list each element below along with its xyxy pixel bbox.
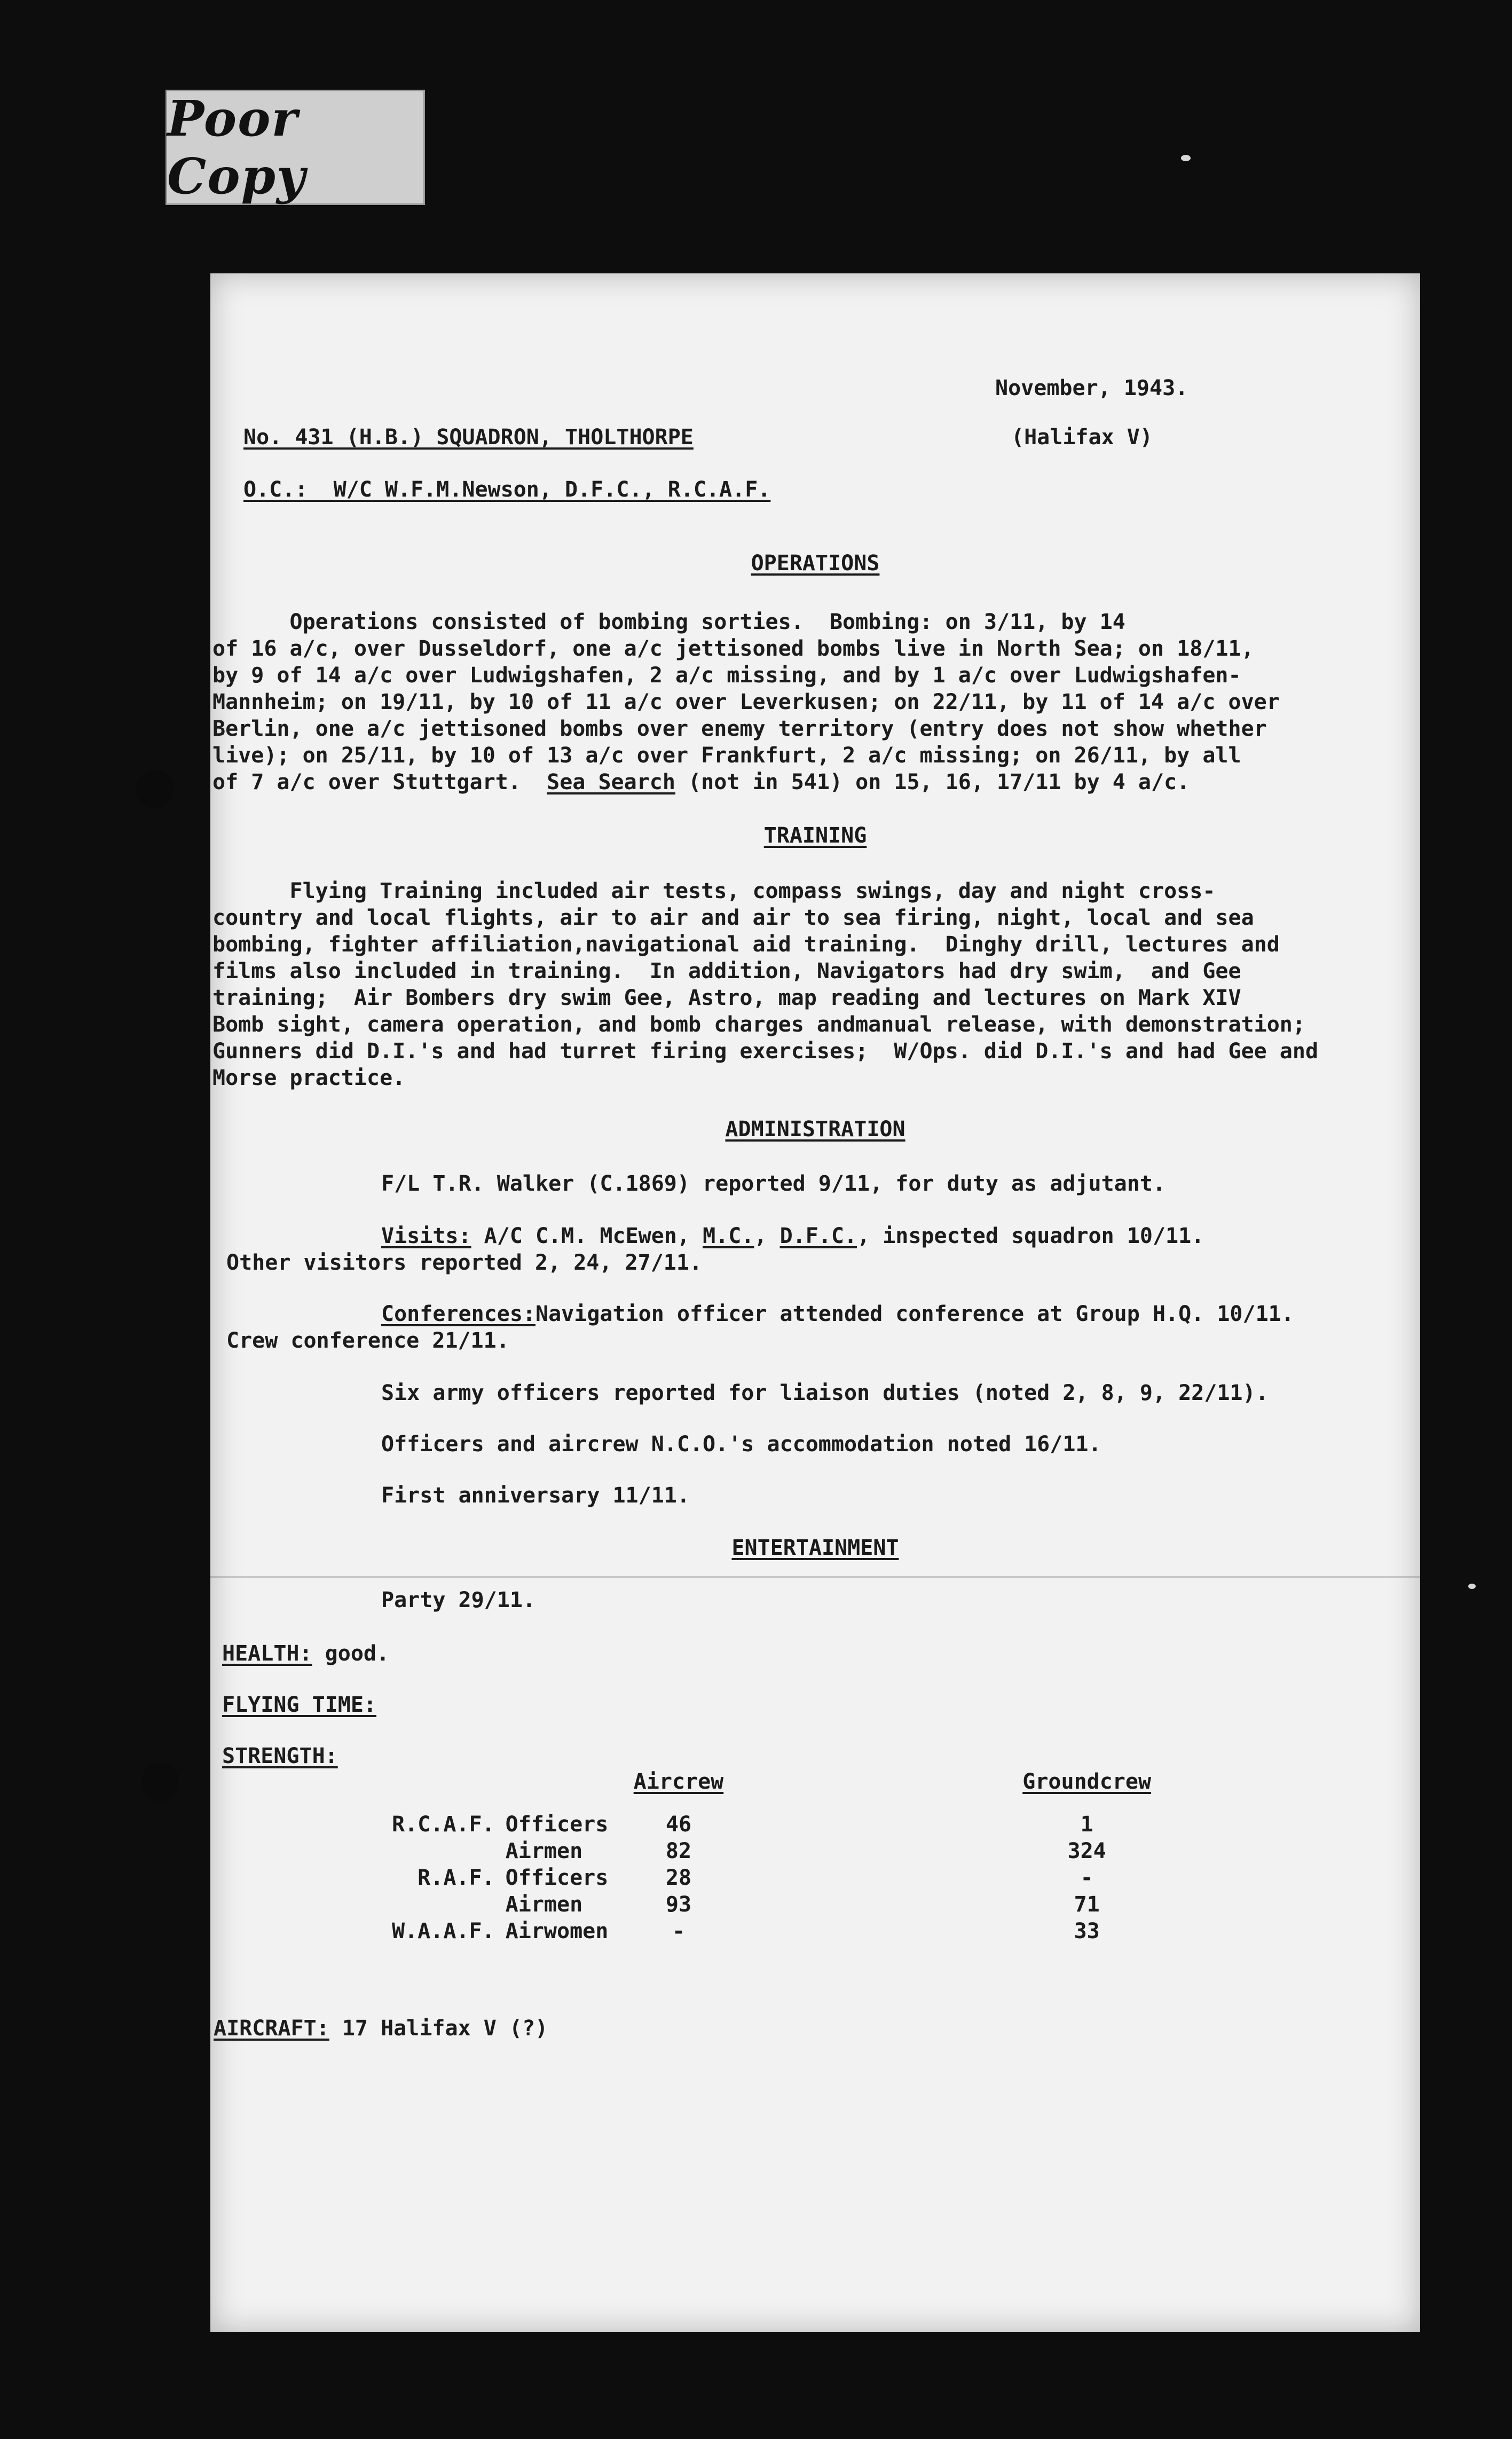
officer-commanding: O.C.: W/C W.F.M.Newson, D.F.C., R.C.A.F. [243, 477, 771, 502]
aircrew-header: Aircrew [633, 1769, 724, 1794]
aircraft-type: (Halifax V) [1011, 425, 1153, 450]
page-fold-line [210, 1576, 1420, 1578]
health-entry: HEALTH: good. [222, 1641, 390, 1666]
strength-row: Airmen 82 324 [505, 1839, 1106, 1863]
poor-copy-text: Poor Copy [167, 90, 306, 205]
training-line: Bomb sight, camera operation, and bomb charges andmanual release, with demonstration; [212, 1012, 1305, 1037]
operations-line: Mannheim; on 19/11, by 10 of 11 a/c over Leverkusen; on 22/11, by 11 of 14 a/c over [212, 690, 1280, 714]
anniversary-entry: First anniversary 11/11. [381, 1483, 690, 1508]
visits-label: Visits: [381, 1224, 471, 1248]
training-line: Gunners did D.I.'s and had turret firing exercises; W/Ops. did D.I.'s and had Gee and [212, 1039, 1319, 1064]
army-officers-entry: Six army officers reported for liaison duties (noted 2, 8, 9, 22/11). [381, 1381, 1269, 1405]
entertainment-heading: ENTERTAINMENT [731, 1536, 899, 1560]
aircraft-entry: AIRCRAFT: 17 Halifax V (?) [214, 2016, 548, 2041]
flying-time-label: FLYING TIME: [222, 1693, 376, 1717]
strength-header-row [387, 1768, 1156, 1795]
training-line: Morse practice. [212, 1066, 406, 1090]
strength-row: R.A.F. Officers 28 - [418, 1866, 1093, 1890]
training-line: films also included in training. In addition, Navigators had dry swim, and Gee [212, 959, 1241, 984]
training-line: bombing, fighter affiliation,navigational aid training. Dinghy drill, lectures and [212, 932, 1280, 957]
punch-hole-bottom [141, 1763, 179, 1801]
crew-conference: Crew conference 21/11. [226, 1328, 509, 1353]
conferences-label: Conferences: [381, 1302, 536, 1326]
strength-row: W.A.A.F. Airwomen - 33 [392, 1919, 1100, 1944]
strength-label: STRENGTH: [222, 1744, 338, 1768]
training-line: country and local flights, air to air and air to sea firing, night, local and sea [212, 906, 1254, 930]
document-sheet [210, 273, 1420, 2332]
sea-search-label: Sea Search [547, 770, 675, 794]
operations-line-last: of 7 a/c over Stuttgart. Sea Search (not in 541) on 15, 16, 17/11 by 4 a/c. [212, 770, 1190, 794]
operations-line: Berlin, one a/c jettisoned bombs over enemy territory (entry does not show whether [212, 717, 1267, 741]
operations-line: of 16 a/c, over Dusseldorf, one a/c jettisoned bombs live in North Sea; on 18/11, [212, 636, 1254, 661]
operations-line: Operations consisted of bombing sorties. Bombing: on 3/11, by 14 [212, 610, 1125, 634]
conferences-entry: Conferences:Navigation officer attended conference at Group H.Q. 10/11. [381, 1302, 1294, 1326]
strength-table [387, 1768, 1156, 1945]
party-entry: Party 29/11. [381, 1588, 536, 1612]
poor-copy-label [166, 90, 425, 205]
administration-heading: ADMINISTRATION [725, 1117, 905, 1142]
training-heading: TRAINING [763, 823, 867, 848]
accommodation-entry: Officers and aircrew N.C.O.'s accommodation noted 16/11. [381, 1432, 1101, 1457]
squadron-title: No. 431 (H.B.) SQUADRON, THOLTHORPE [243, 425, 694, 450]
groundcrew-header: Groundcrew [1022, 1769, 1152, 1794]
film-speck [1468, 1584, 1476, 1589]
visits-entry: Visits: A/C C.M. McEwen, M.C., D.F.C., inspected squadron 10/11. [381, 1224, 1204, 1248]
other-visitors: Other visitors reported 2, 24, 27/11. [226, 1250, 703, 1275]
strength-row: Airmen 93 71 [505, 1892, 1100, 1917]
operations-line: by 9 of 14 a/c over Ludwigshafen, 2 a/c missing, and by 1 a/c over Ludwigshafen- [212, 663, 1241, 688]
health-label: HEALTH: [222, 1641, 312, 1666]
operations-line: live); on 25/11, by 10 of 13 a/c over Frankfurt, 2 a/c missing; on 26/11, by all [212, 743, 1241, 768]
training-line: Flying Training included air tests, compass swings, day and night cross- [212, 879, 1216, 903]
adjutant-entry: F/L T.R. Walker (C.1869) reported 9/11, for duty as adjutant. [381, 1171, 1166, 1196]
document-date: November, 1943. [995, 376, 1188, 400]
strength-row: R.C.A.F. Officers 46 1 [392, 1812, 1093, 1837]
aircraft-label: AIRCRAFT: [214, 2016, 329, 2041]
film-speck [1181, 155, 1191, 161]
training-line: training; Air Bombers dry swim Gee, Astro, map reading and lectures on Mark XIV [212, 986, 1241, 1010]
punch-hole-top [136, 770, 174, 808]
operations-heading: OPERATIONS [751, 551, 880, 576]
